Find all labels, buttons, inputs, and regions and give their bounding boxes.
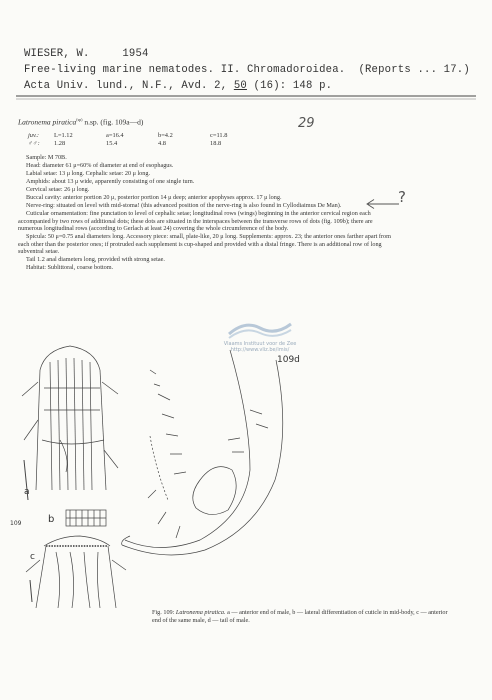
card-volume: 50 — [233, 80, 247, 92]
caption-text: a — anterior end of male, b — lateral differentiation of cuticle in mid-body, c — anterior end of the same male, d — tail of male. — [152, 609, 448, 624]
fig-d-tail — [122, 350, 283, 555]
watermark-institute: Vlaams Instituut voor de Zee — [223, 341, 297, 347]
meas-b: 4.8 — [158, 140, 166, 148]
card-year: 1954 — [122, 48, 149, 60]
card-journal: Acta Univ. lund., N.F., Avd. 2, — [24, 80, 234, 92]
fig-c-anterior-end — [26, 536, 126, 608]
figure-label-109d: 109d — [277, 355, 300, 365]
para-tail: Tail 1.2 anal diameters long, provided with strong setae. — [26, 256, 165, 264]
fig-a-anterior-end — [22, 346, 118, 500]
measurement-row-juv — [28, 132, 468, 140]
para-amphids: Amphids: about 13 μ wide, apparently consisting of one single turn. — [26, 178, 195, 186]
meas-b: b=4.2 — [158, 132, 173, 140]
figure-caption — [152, 609, 452, 624]
caption-species: Latronema piratica. — [175, 609, 226, 616]
species-heading — [18, 116, 468, 126]
para-habitat: Habitat: Sublittoral, coarse bottom. — [26, 264, 114, 272]
para-labial: Labial setae: 13 μ long. Cephalic setae: 20 μ long. — [26, 170, 150, 178]
handwritten-question-mark: ? — [398, 188, 406, 206]
species-sup-mark: (sp) — [76, 117, 83, 122]
fig-b-cuticle-detail — [66, 510, 106, 526]
species-note: n.sp. — [84, 117, 99, 127]
meas-c: 18.8 — [210, 140, 222, 148]
card-title: Free-living marine nematodes. II. Chromadoroidea. — [24, 64, 346, 76]
meas-L: L=1.12 — [54, 132, 73, 140]
watermark-url: http://www.vliz.be/imis/ — [230, 347, 290, 353]
species-fig-ref: (fig. 109a—d) — [100, 117, 144, 127]
para-head: Head: diameter 61 μ=60% of diameter at end of esophagus. — [26, 162, 174, 170]
para-cervical: Cervical setae: 26 μ long. — [26, 186, 90, 194]
caption-prefix: Fig. 109: — [152, 609, 176, 616]
meas-a: 15.4 — [106, 140, 118, 148]
figure-109-drawings — [0, 340, 492, 610]
card-series-note: (Reports ... 17.) — [358, 64, 470, 76]
figure-label-c: c — [30, 552, 35, 562]
meas-L: 1.28 — [54, 140, 66, 148]
meas-sex: ♂♂: — [28, 140, 40, 148]
meas-c: c=11.8 — [210, 132, 228, 140]
figure-label-109: 109 — [10, 520, 22, 527]
meas-sex: juv.: — [28, 132, 40, 140]
para-buccal: Buccal cavity: anterior portion 20 μ, posterior portion 14 μ deep; anterior apophyses approx. 17 μ long. — [26, 194, 282, 202]
handwritten-arrow-icon — [365, 198, 401, 210]
meas-a: a=16.4 — [106, 132, 124, 140]
figure-label-b: b — [48, 514, 55, 525]
para-spicula: Spicula: 50 μ=0.75 anal diameters long. Accessory piece: small, plate-like, 20 μ long. Supplements: approx. 23; the anterior ones farther apart from each other than the posterior ones; if protruded each supplement is cup-shaped and provided with a distal fringe. There is an additional row of long subventral setae. — [18, 233, 391, 256]
card-issue-pages: (16): 148 p. — [246, 80, 333, 92]
para-sample: Sample: M 70B. — [26, 154, 67, 162]
figure-label-a: a — [24, 487, 30, 497]
species-name: Latronema piratica — [18, 117, 77, 127]
measurement-row-males — [28, 140, 468, 148]
para-nerve-ring: Nerve-ring: situated on level with mid-stoma! (this advanced position of the nerve-ring is also found in Cyllodiaimus De Man). — [26, 202, 342, 209]
description-body — [18, 154, 398, 272]
card-author: WIESER, W. — [24, 48, 90, 60]
para-cuticular: Cuticular ornamentation: fine punctation to level of cephalic setae; longitudinal rows (wings) beginning in the anterior cervical region each accompanied by two rows of additional dots; these dots are situated in the interspaces between the transverse rows of dots (fig. 109b); there are numerous longitudinal rows (according to Gerlach at least 24) covering the whole circumference of the body. — [18, 209, 373, 233]
institute-logo-icon — [225, 318, 295, 340]
handwritten-page-number: 29 — [298, 116, 315, 131]
